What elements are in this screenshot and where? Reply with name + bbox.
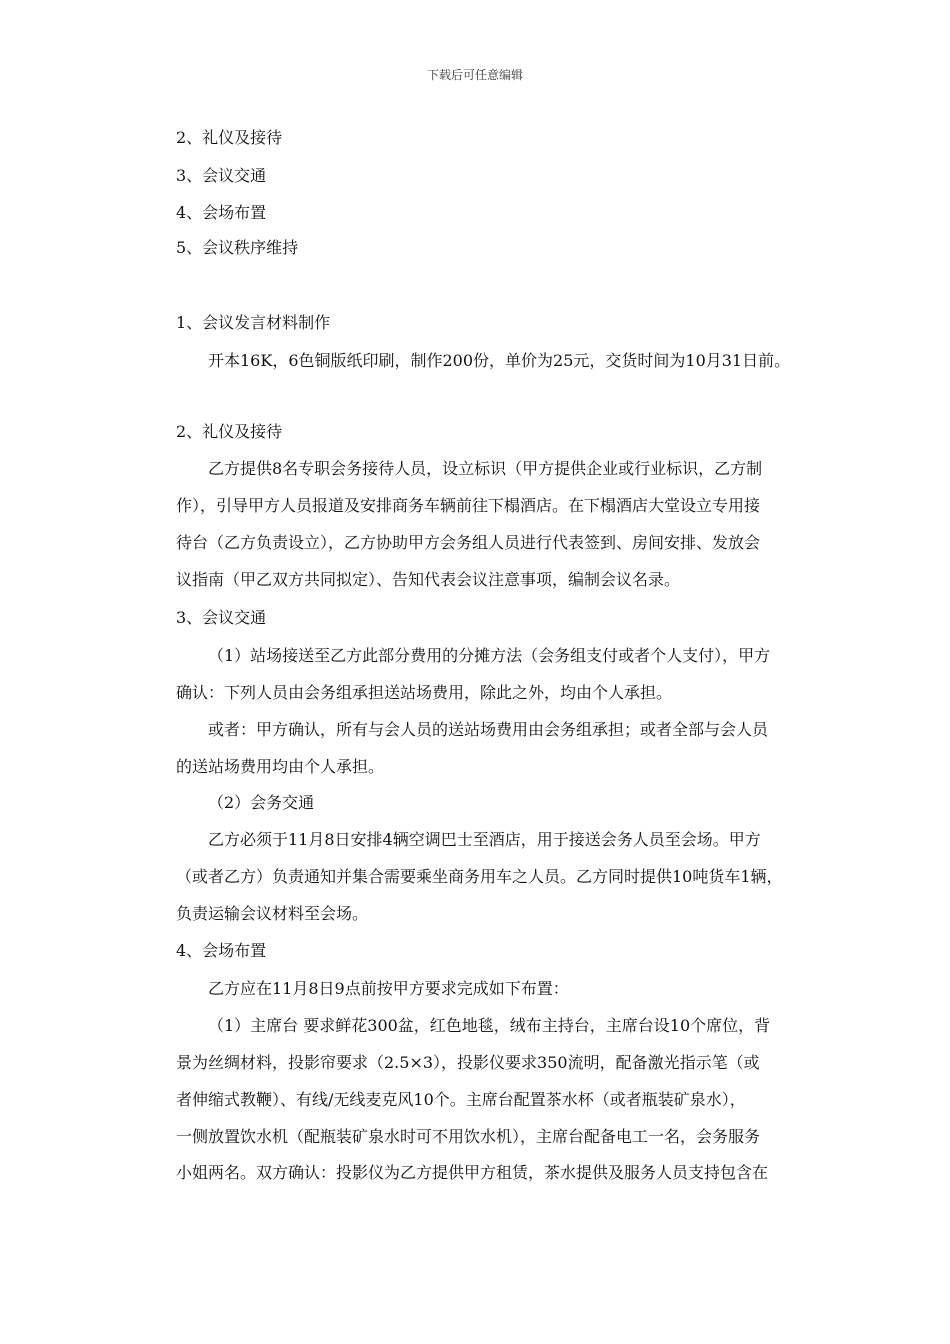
subheading-meeting-transport: （2）会务交通 xyxy=(208,793,315,812)
paragraph-line: 的送站场费用均由个人承担。 xyxy=(176,757,385,776)
paragraph-line: 乙方必须于11月8日安排4辆空调巴士至酒店，用于接送会务人员至会场。甲方 xyxy=(208,830,761,849)
page-header: 下载后可任意编辑 xyxy=(426,68,523,82)
paragraph-line: 开本16K，6色铜版纸印刷，制作200份，单价为25元，交货时间为10月31日前。 xyxy=(208,351,791,370)
paragraph-line: （1）站场接送至乙方此部分费用的分摊方法（会务组支付或者个人支付），甲方 xyxy=(208,646,771,665)
paragraph-line: 乙方应在11月8日9点前按甲方要求完成如下布置： xyxy=(208,979,569,998)
paragraph-line: 待台（乙方负责设立），乙方协助甲方会务组人员进行代表签到、房间安排、发放会 xyxy=(176,533,761,552)
paragraph-line: （或者乙方）负责通知并集合需要乘坐商务用车之人员。乙方同时提供10吨货车1辆， xyxy=(176,867,783,886)
paragraph-line: 小姐两名。双方确认：投影仪为乙方提供甲方租赁，茶水提供及服务人员支持包含在 xyxy=(176,1163,769,1182)
paragraph-line: 议指南（甲乙双方共同拟定）、告知代表会议注意事项，编制会议名录。 xyxy=(176,570,681,589)
section-heading-venue: 4、会场布置 xyxy=(176,941,267,960)
list-item-venue: 4、会场布置 xyxy=(176,203,267,222)
paragraph-line: 景为丝绸材料，投影帘要求（2.5×3），投影仪要求350流明，配备激光指示笔（或 xyxy=(176,1053,760,1072)
paragraph-line: 或者：甲方确认，所有与会人员的送站场费用由会务组承担；或者全部与会人员 xyxy=(208,720,769,739)
paragraph-line: 负责运输会议材料至会场。 xyxy=(176,904,369,923)
paragraph-line: 一侧放置饮水机（配瓶装矿泉水时可不用饮水机），主席台配备电工一名，会务服务 xyxy=(176,1127,761,1146)
section-heading-materials: 1、会议发言材料制作 xyxy=(176,313,331,332)
list-item-etiquette: 2、礼仪及接待 xyxy=(176,128,283,147)
paragraph-line: 作），引导甲方人员报道及安排商务车辆前往下榻酒店。在下榻酒店大堂设立专用接 xyxy=(176,496,761,515)
paragraph-line: 确认：下列人员由会务组承担送站场费用，除此之外，均由个人承担。 xyxy=(176,683,673,702)
paragraph-line: 乙方提供8名专职会务接待人员，设立标识（甲方提供企业或行业标识，乙方制 xyxy=(208,459,763,478)
section-heading-etiquette: 2、礼仪及接待 xyxy=(176,422,283,441)
paragraph-line: 者伸缩式教鞭）、有线/无线麦克风10个。主席台配置茶水杯（或者瓶装矿泉水）， xyxy=(176,1090,746,1109)
list-item-order: 5、会议秩序维持 xyxy=(176,238,299,257)
section-heading-transport: 3、会议交通 xyxy=(176,608,267,627)
paragraph-line: （1）主席台 要求鲜花300盆，红色地毯，绒布主持台，主席台设10个席位，背 xyxy=(208,1016,771,1035)
list-item-transport: 3、会议交通 xyxy=(176,166,267,185)
